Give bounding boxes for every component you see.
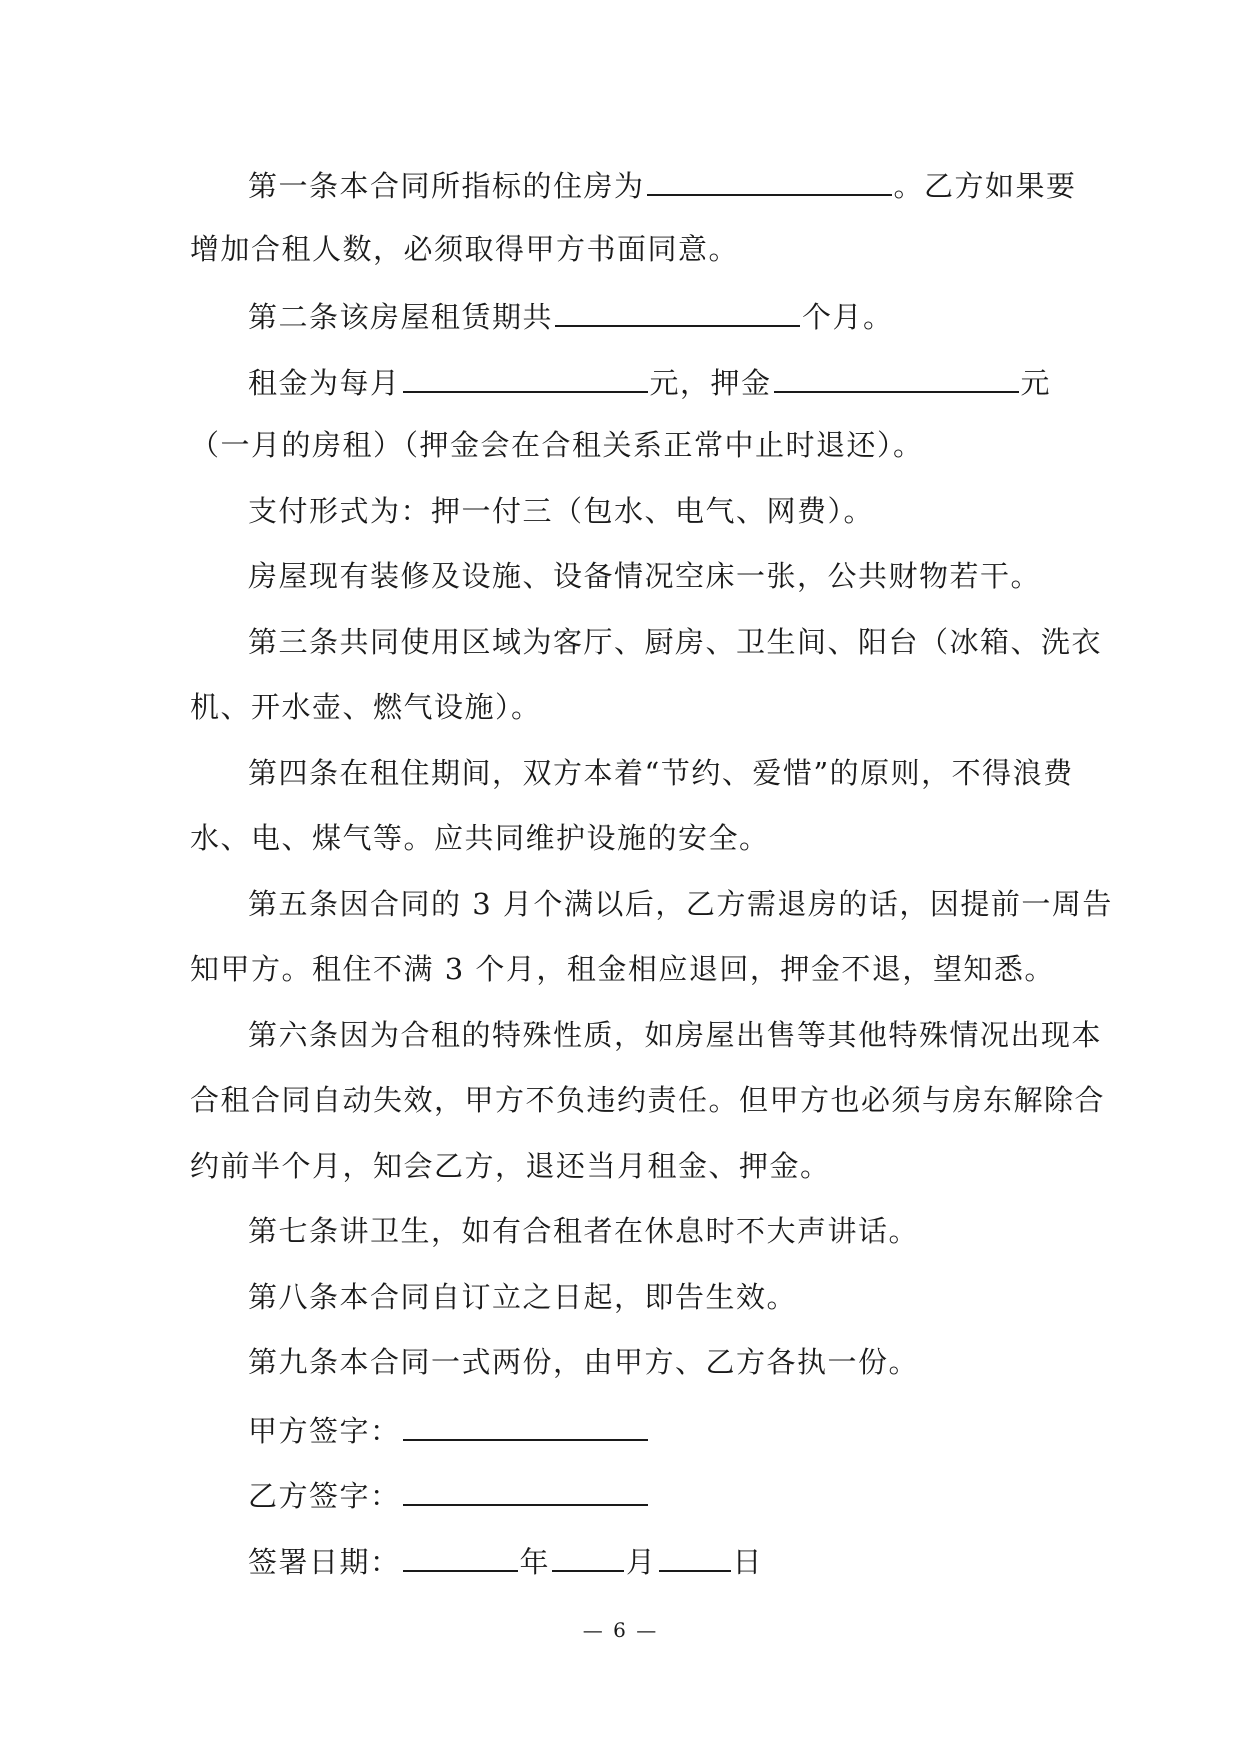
party-a-signature-line	[190, 1403, 1070, 1469]
party-a-signature-label: 甲方签字：	[248, 1413, 401, 1448]
rent-text: 租金为每月	[248, 365, 401, 400]
article-9-line: 第九条本合同一式两份，由甲方、乙方各执一份。	[248, 1345, 920, 1379]
sign-date-label: 签署日期：	[248, 1544, 401, 1579]
day-label: 日	[732, 1544, 764, 1579]
housing-address-blank	[647, 158, 892, 196]
article-8-line: 第八条本合同自订立之日起，即告生效。	[248, 1279, 798, 1314]
article-6-line-3: 约前半个月，知会乙方，退还当月租金、押金。	[190, 1148, 831, 1183]
article-1-text: 第一条本合同所指标的住房为	[248, 169, 645, 203]
monthly-rent-blank	[403, 355, 648, 393]
rent-line-2: （一月的房租）（押金会在合租关系正常中止时退还）。	[190, 428, 924, 462]
article-5-line-1: 第五条因合同的 3 月个满以后，乙方需退房的话，因提前一周告	[248, 886, 1113, 921]
party-a-signature-blank	[403, 1403, 648, 1441]
page-number: — 6 —	[582, 1618, 659, 1642]
article-7-line: 第七条讲卫生，如有合租者在休息时不大声讲话。	[248, 1214, 920, 1248]
lease-term-blank	[555, 289, 800, 327]
article-3-line-1: 第三条共同使用区域为客厅、厨房、卫生间、阳台（冰箱、洗衣	[248, 624, 1103, 659]
facilities-line: 房屋现有装修及设施、设备情况空床一张，公共财物若干。	[248, 559, 1042, 593]
month-label: 月	[626, 1544, 657, 1579]
party-b-signature-label: 乙方签字：	[248, 1479, 401, 1513]
article-3-line-2: 机、开水壶、燃气设施）。	[190, 690, 542, 724]
article-1-line-1	[190, 158, 1077, 224]
article-1-text-continued: 。乙方如果要	[893, 169, 1077, 203]
rent-line-1	[190, 355, 1070, 421]
article-5-line-2: 知甲方。租住不满 3 个月，租金相应退回，押金不退，望知悉。	[190, 952, 1055, 986]
article-2-line	[190, 289, 1070, 355]
deposit-text: 元，押金	[649, 365, 772, 400]
sign-date-line	[190, 1534, 1070, 1600]
article-4-line-2: 水、电、煤气等。应共同维护设施的安全。	[190, 821, 770, 855]
year-label: 年	[519, 1544, 551, 1579]
article-6-line-2: 合租合同自动失效，甲方不负违约责任。但甲方也必须与房东解除合	[190, 1083, 1106, 1117]
year-blank	[403, 1534, 518, 1572]
article-2-text: 第二条该房屋租赁期共	[248, 300, 554, 334]
article-6-line-1: 第六条因为合租的特殊性质，如房屋出售等其他特殊情况出现本	[248, 1017, 1103, 1052]
party-b-signature-line	[190, 1468, 1070, 1534]
party-b-signature-blank	[403, 1468, 648, 1506]
article-4-line-1: 第四条在租住期间，双方本着“节约、爱惜”的原则，不得浪费	[248, 755, 1074, 790]
article-2-unit: 个月。	[802, 300, 894, 334]
deposit-blank	[774, 355, 1019, 393]
day-blank	[659, 1534, 731, 1572]
article-1-line-2: 增加合租人数，必须取得甲方书面同意。	[190, 231, 740, 266]
deposit-unit: 元	[1020, 365, 1052, 400]
payment-line: 支付形式为：押一付三（包水、电气、网费）。	[248, 493, 875, 528]
month-blank	[552, 1534, 624, 1572]
contract-body	[190, 158, 1113, 1599]
